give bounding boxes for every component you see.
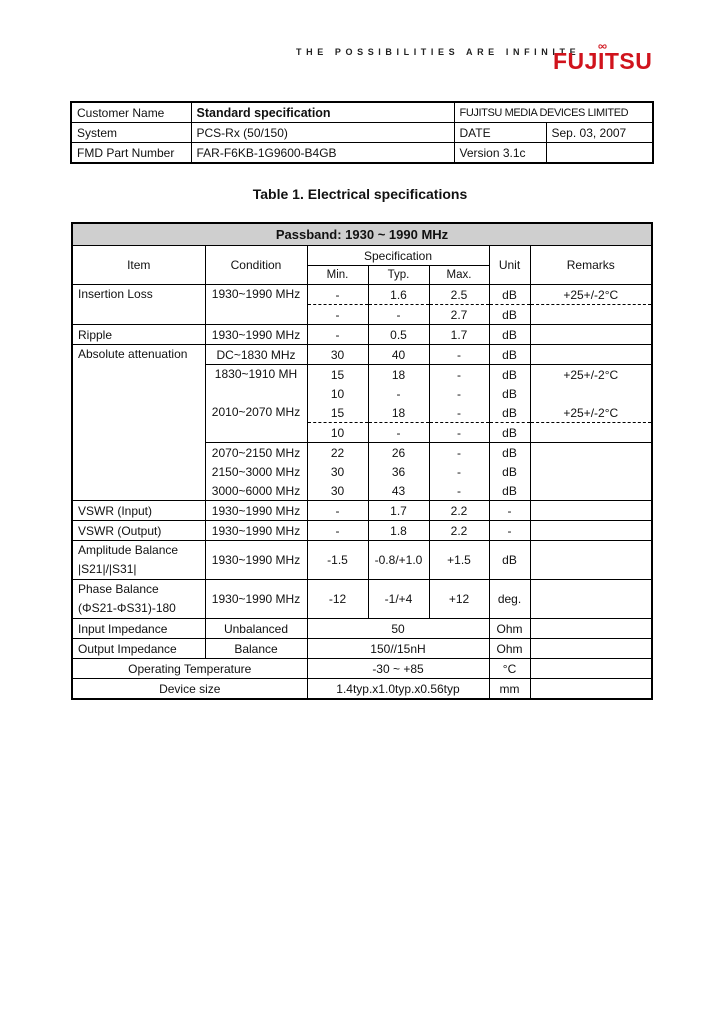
condition-cell: 1930~1990 MHz bbox=[205, 521, 307, 541]
typ-cell: - bbox=[368, 423, 429, 443]
brand-tagline: THE POSSIBILITIES ARE INFINITE bbox=[296, 47, 581, 57]
remarks-cell bbox=[530, 501, 652, 521]
min-cell: 15 bbox=[307, 365, 368, 385]
customer-name-value: Standard specification bbox=[191, 102, 454, 123]
typ-header: Typ. bbox=[368, 266, 429, 285]
unit-cell: dB bbox=[489, 365, 530, 385]
item-cell: Ripple bbox=[72, 325, 205, 345]
unit-cell: dB bbox=[489, 541, 530, 580]
min-cell: - bbox=[307, 285, 368, 305]
max-cell: - bbox=[429, 345, 489, 365]
logo-text: FUJITSU bbox=[553, 48, 653, 74]
min-cell: - bbox=[307, 521, 368, 541]
remarks-cell bbox=[530, 462, 652, 481]
min-cell: - bbox=[307, 325, 368, 345]
table-row bbox=[72, 580, 652, 619]
item-header: Item bbox=[72, 246, 205, 285]
date-value: Sep. 03, 2007 bbox=[546, 123, 653, 143]
unit-cell: Ohm bbox=[489, 619, 530, 639]
unit-cell: dB bbox=[489, 305, 530, 325]
item-cell: Absolute attenuation bbox=[72, 345, 205, 501]
system-label: System bbox=[71, 123, 191, 143]
remarks-cell bbox=[530, 423, 652, 443]
item-line-2: (ΦS21-ΦS31)-180 bbox=[78, 601, 176, 615]
remarks-cell bbox=[530, 679, 652, 700]
value-cell: 50 bbox=[307, 619, 489, 639]
unit-cell: dB bbox=[489, 403, 530, 423]
min-header: Min. bbox=[307, 266, 368, 285]
typ-cell: -0.8/+1.0 bbox=[368, 541, 429, 580]
table-row bbox=[72, 619, 652, 639]
unit-cell: dB bbox=[489, 481, 530, 501]
header-info-table bbox=[70, 101, 654, 164]
item-cell: Operating Temperature bbox=[72, 659, 307, 679]
condition-cell: 2010~2070 MHz bbox=[205, 403, 307, 443]
item-cell bbox=[72, 580, 205, 619]
version: Version 3.1c bbox=[454, 143, 546, 164]
unit-cell: °C bbox=[489, 659, 530, 679]
remarks-header: Remarks bbox=[530, 246, 652, 285]
min-cell: - bbox=[307, 305, 368, 325]
condition-cell: 1930~1990 MHz bbox=[205, 325, 307, 345]
item-cell: VSWR (Output) bbox=[72, 521, 205, 541]
max-cell: - bbox=[429, 462, 489, 481]
system-value: PCS-Rx (50/150) bbox=[191, 123, 454, 143]
condition-cell: Unbalanced bbox=[205, 619, 307, 639]
unit-cell: dB bbox=[489, 384, 530, 403]
unit-cell: dB bbox=[489, 443, 530, 463]
remarks-cell: +25+/-2°C bbox=[530, 403, 652, 423]
item-cell bbox=[72, 541, 205, 580]
value-cell: 1.4typ.x1.0typ.x0.56typ bbox=[307, 679, 489, 700]
item-cell: Insertion Loss bbox=[72, 285, 205, 325]
typ-cell: 1.6 bbox=[368, 285, 429, 305]
min-cell: 30 bbox=[307, 462, 368, 481]
table-row bbox=[72, 325, 652, 345]
typ-cell: 26 bbox=[368, 443, 429, 463]
condition-cell: DC~1830 MHz bbox=[205, 345, 307, 365]
remarks-cell bbox=[530, 345, 652, 365]
remarks-cell bbox=[530, 305, 652, 325]
condition-cell: 1830~1910 MH bbox=[205, 365, 307, 404]
condition-cell: 2070~2150 MHz bbox=[205, 443, 307, 463]
unit-cell: - bbox=[489, 501, 530, 521]
typ-cell: 40 bbox=[368, 345, 429, 365]
remarks-cell bbox=[530, 325, 652, 345]
remarks-cell bbox=[530, 659, 652, 679]
typ-cell: - bbox=[368, 384, 429, 403]
item-cell: Output Impedance bbox=[72, 639, 205, 659]
max-cell: 2.7 bbox=[429, 305, 489, 325]
condition-cell: 2150~3000 MHz bbox=[205, 462, 307, 481]
min-cell: 15 bbox=[307, 403, 368, 423]
specification-header: Specification bbox=[307, 246, 489, 266]
table-row bbox=[72, 541, 652, 580]
item-line-2: |S21|/|S31| bbox=[78, 562, 137, 576]
min-cell: 22 bbox=[307, 443, 368, 463]
unit-cell: Ohm bbox=[489, 639, 530, 659]
max-cell: 1.7 bbox=[429, 325, 489, 345]
item-line-1: Phase Balance bbox=[78, 582, 159, 596]
remarks-cell bbox=[530, 639, 652, 659]
item-cell: VSWR (Input) bbox=[72, 501, 205, 521]
company-name: FUJITSU MEDIA DEVICES LIMITED bbox=[454, 102, 653, 123]
unit-cell: dB bbox=[489, 462, 530, 481]
table-title: Table 1. Electrical specifications bbox=[252, 186, 468, 202]
typ-cell: 18 bbox=[368, 365, 429, 385]
part-number-label: FMD Part Number bbox=[71, 143, 191, 164]
value-cell: -30 ~ +85 bbox=[307, 659, 489, 679]
condition-cell: 3000~6000 MHz bbox=[205, 481, 307, 501]
typ-cell: 0.5 bbox=[368, 325, 429, 345]
min-cell: 30 bbox=[307, 481, 368, 501]
remarks-cell bbox=[530, 481, 652, 501]
unit-cell: dB bbox=[489, 423, 530, 443]
max-cell: - bbox=[429, 384, 489, 403]
unit-cell: deg. bbox=[489, 580, 530, 619]
max-cell: - bbox=[429, 403, 489, 423]
condition-cell: 1930~1990 MHz bbox=[205, 580, 307, 619]
date-label: DATE bbox=[454, 123, 546, 143]
remarks-cell bbox=[530, 580, 652, 619]
unit-cell: dB bbox=[489, 285, 530, 305]
item-line-1: Amplitude Balance bbox=[78, 543, 179, 557]
item-cell: Device size bbox=[72, 679, 307, 700]
remarks-cell: +25+/-2°C bbox=[530, 365, 652, 385]
max-cell: - bbox=[429, 423, 489, 443]
empty-cell bbox=[546, 143, 653, 164]
remarks-cell bbox=[530, 619, 652, 639]
unit-cell: mm bbox=[489, 679, 530, 700]
min-cell: 10 bbox=[307, 384, 368, 403]
min-cell: -12 bbox=[307, 580, 368, 619]
max-cell: - bbox=[429, 481, 489, 501]
customer-name-label: Customer Name bbox=[71, 102, 191, 123]
max-cell: - bbox=[429, 443, 489, 463]
remarks-cell bbox=[530, 521, 652, 541]
table-row bbox=[72, 659, 652, 679]
typ-cell: -1/+4 bbox=[368, 580, 429, 619]
value-cell: 150//15nH bbox=[307, 639, 489, 659]
typ-cell: 1.7 bbox=[368, 501, 429, 521]
typ-cell: - bbox=[368, 305, 429, 325]
table-row bbox=[72, 521, 652, 541]
item-cell: Input Impedance bbox=[72, 619, 205, 639]
unit-header: Unit bbox=[489, 246, 530, 285]
condition-cell: 1930~1990 MHz bbox=[205, 501, 307, 521]
min-cell: -1.5 bbox=[307, 541, 368, 580]
max-cell: +12 bbox=[429, 580, 489, 619]
table-row bbox=[72, 345, 652, 365]
typ-cell: 1.8 bbox=[368, 521, 429, 541]
remarks-cell bbox=[530, 443, 652, 463]
condition-cell: 1930~1990 MHz bbox=[205, 541, 307, 580]
max-cell: 2.5 bbox=[429, 285, 489, 305]
max-header: Max. bbox=[429, 266, 489, 285]
typ-cell: 43 bbox=[368, 481, 429, 501]
max-cell: 2.2 bbox=[429, 521, 489, 541]
max-cell: 2.2 bbox=[429, 501, 489, 521]
part-number-value: FAR-F6KB-1G9600-B4GB bbox=[191, 143, 454, 164]
min-cell: - bbox=[307, 501, 368, 521]
condition-cell: 1930~1990 MHz bbox=[205, 285, 307, 325]
table-row bbox=[72, 501, 652, 521]
remarks-cell: +25+/-2°C bbox=[530, 285, 652, 305]
max-cell: - bbox=[429, 365, 489, 385]
passband-header: Passband: 1930 ~ 1990 MHz bbox=[72, 223, 652, 246]
unit-cell: dB bbox=[489, 325, 530, 345]
condition-cell: Balance bbox=[205, 639, 307, 659]
typ-cell: 18 bbox=[368, 403, 429, 423]
remarks-cell bbox=[530, 384, 652, 403]
min-cell: 30 bbox=[307, 345, 368, 365]
condition-header: Condition bbox=[205, 246, 307, 285]
typ-cell: 36 bbox=[368, 462, 429, 481]
unit-cell: dB bbox=[489, 345, 530, 365]
min-cell: 10 bbox=[307, 423, 368, 443]
unit-cell: - bbox=[489, 521, 530, 541]
max-cell: +1.5 bbox=[429, 541, 489, 580]
table-row bbox=[72, 639, 652, 659]
remarks-cell bbox=[530, 541, 652, 580]
fujitsu-logo bbox=[553, 42, 653, 78]
table-row bbox=[72, 285, 652, 305]
table-row bbox=[72, 679, 652, 700]
electrical-spec-table bbox=[71, 222, 653, 700]
